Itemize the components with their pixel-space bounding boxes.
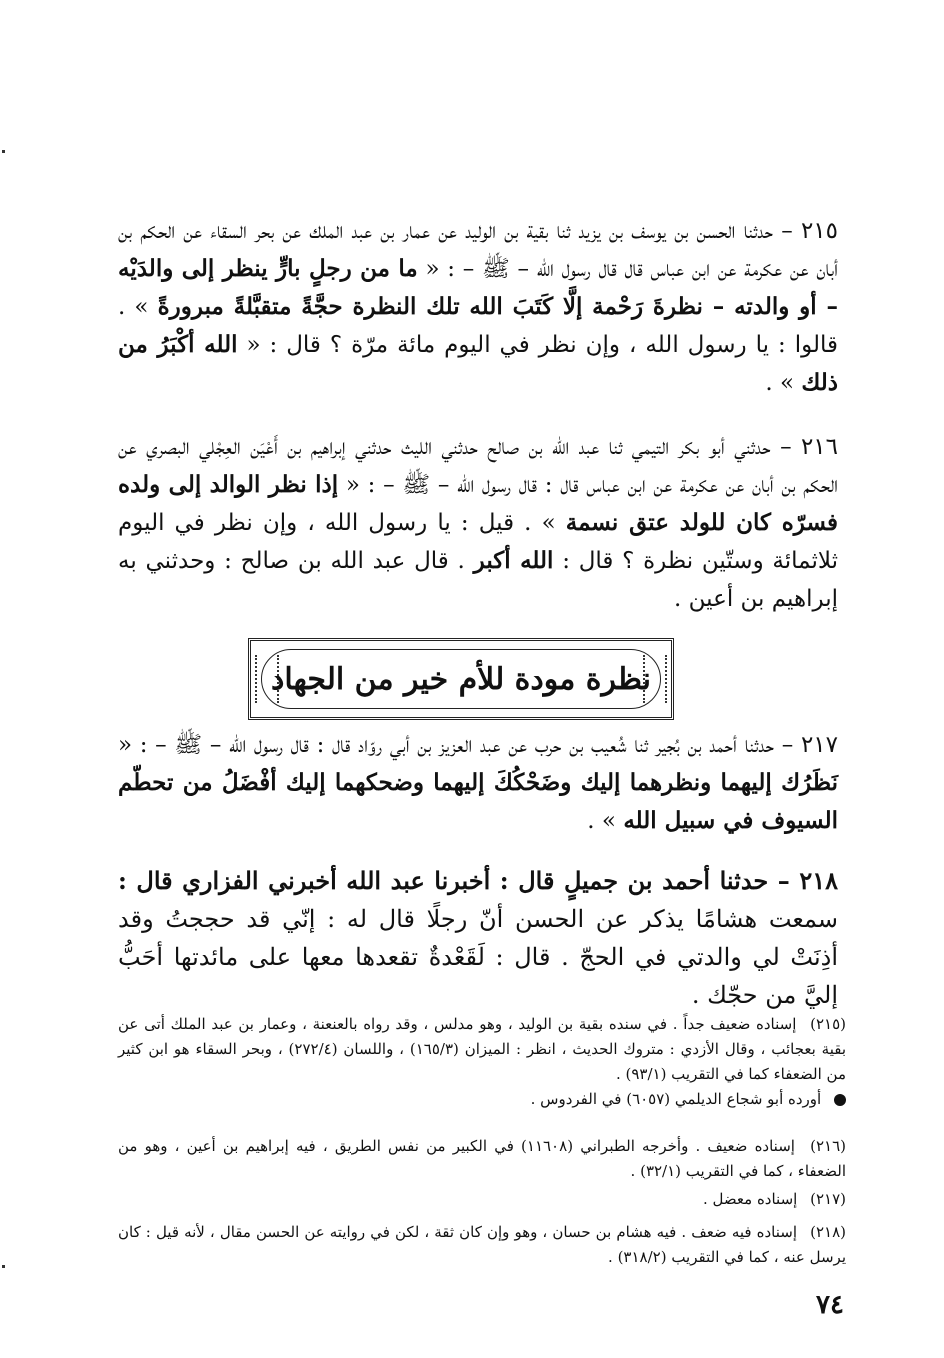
footnote-number: (٢١٥) bbox=[810, 1015, 846, 1033]
footnote-text: إسناده فيه ضعف . فيه هشام بن حسان ، وهو وإن كان ثقة ، لكن في روايته عن الحسن مقال ، لأنه قيل : كان يرسل عنه ، كما في التقريب (٣١٨/٢) . bbox=[118, 1223, 846, 1266]
footnote-217 bbox=[118, 1187, 846, 1212]
hadith-number: ٢١٧ – bbox=[781, 732, 839, 758]
hadith-number: ٢١٦ – bbox=[780, 434, 838, 460]
footnote-text: إسناده ضعيف . وأخرجه الطبراني (١١٦٠٨) في الكبير من نفس الطريق ، فيه إبراهيم بن أعين ، وهو من الضعفاء ، كما في التقريب (٣٢/١) . bbox=[118, 1137, 846, 1180]
page-number: ٧٤ bbox=[816, 1290, 844, 1320]
footnote-216 bbox=[118, 1134, 846, 1184]
hadith-matn: الله أكْبَرُ من ذلك bbox=[118, 331, 838, 396]
footnote-218 bbox=[118, 1220, 846, 1270]
hadith-218 bbox=[118, 862, 838, 1014]
hadith-216 bbox=[118, 428, 838, 618]
hadith-217 bbox=[118, 726, 838, 840]
footnote-text: إسناده معضل . bbox=[703, 1190, 798, 1208]
scan-speck bbox=[2, 150, 5, 153]
footnote-number: (٢١٧) bbox=[810, 1190, 846, 1208]
hadith-isnad: حدثنا أحمد بن بُجير ثنا شُعيب بن حرب عن عبد العزيز بن أبي روّاد قال : قال رسول الله – ﷺ – : « bbox=[118, 732, 775, 758]
hadith-text: سمعت هشامًا يذكر عن الحسن أنّ رجلًا قال له : إنّي قد حججتُ وقد أذِنَتْ لي والدتي في الحجّ . قال : لَقَعْدةٌ تقعدها معها على مائدتها أحَبُّ إليَّ من حجّك . bbox=[118, 905, 839, 1009]
hadith-isnad: حدثني أبو بكر التيمي ثنا عبد الله بن صالح حدثني الليث حدثني إبراهيم بن أَعْيَن العِجْلي البصري عن الحكم بن أبان عن عكرمة عن ابن عباس قال : قال رسول الله – ﷺ – : « bbox=[118, 434, 838, 498]
hadith-text: » . قالوا : يا رسول الله ، وإن نظر في اليوم مائة مرّة ؟ قال : « bbox=[118, 294, 838, 358]
hadith-text: » . bbox=[765, 370, 795, 396]
hadith-text: » . قيل : يا رسول الله ، وإن نظر في اليوم ثلاثمائة وستّين نظرة ؟ قال : bbox=[118, 510, 838, 574]
hadith-isnad: حدثنا الحسن بن يوسف بن يزيد ثنا بقية بن الوليد عن عمار بن عبد الملك عن بحر السقاء عن الحكم بن أبان عن عكرمة عن ابن عباس قال قال رسول الله – ﷺ – : « bbox=[118, 218, 838, 282]
section-title-banner bbox=[248, 638, 674, 720]
footnote-text: إسناده ضعيف جداً . في سنده بقية بن الوليد ، وهو مدلس ، وقد رواه بالعنعنة ، وعمار بن عبد الملك أتى عن بقية بعجائب ، وقال الأزدي : متروك الحديث ، انظر : الميزان (١٦٥/٣) ، واللسان (٢٧٢/٤) ، وبحر السقاء هو ابن كثير من الضعفاء كما في التقريب (٩٣/١) . bbox=[118, 1015, 846, 1083]
section-title: نظرة مودة للأم خير من الجهاد bbox=[261, 649, 661, 709]
footnote-number: (٢١٦) bbox=[810, 1137, 846, 1155]
hadith-matn: نَظَرُك إليهما ونظرهما إليك وضَحْكُكَ إليهما وضحكهما إليك أفْضَلُ من تحطّم السيوف في سبيل الله bbox=[118, 769, 838, 834]
hadith-matn: ما من رجلٍ بارٍّ ينظر إلى والدَيْه – أو والدته – نظرةَ رَحْمة إلَّا كَتَبَ الله تلك النظرة حجَّةً متقبَّلةً مبرورةً bbox=[118, 255, 838, 320]
hadith-number: ٢١٥ – bbox=[781, 218, 839, 244]
bullet-icon bbox=[834, 1094, 846, 1106]
hadith-215 bbox=[118, 212, 838, 402]
hadith-isnad: ٢١٨ – حدثنا أحمد بن جميلٍ قال : أخبرنا عبد الله أخبرني الفزاري قال : bbox=[118, 866, 839, 895]
hadith-matn: الله أكبر bbox=[473, 547, 554, 574]
scan-speck bbox=[2, 1265, 5, 1268]
hadith-text: . قال عبد الله بن صالح : وحدثني به إبراهيم بن أعين . bbox=[118, 548, 838, 612]
hadith-matn: إذا نظر الوالد إلى ولده فسرّه كان للولد عتق نسمة bbox=[118, 471, 839, 536]
hadith-text: » . bbox=[587, 808, 616, 834]
footnote-number: (٢١٨) bbox=[810, 1223, 846, 1241]
footnote-text: أورده أبو شجاع الديلمي (٦٠٥٧) في الفردوس . bbox=[530, 1090, 822, 1108]
footnote-215 bbox=[118, 1012, 846, 1112]
